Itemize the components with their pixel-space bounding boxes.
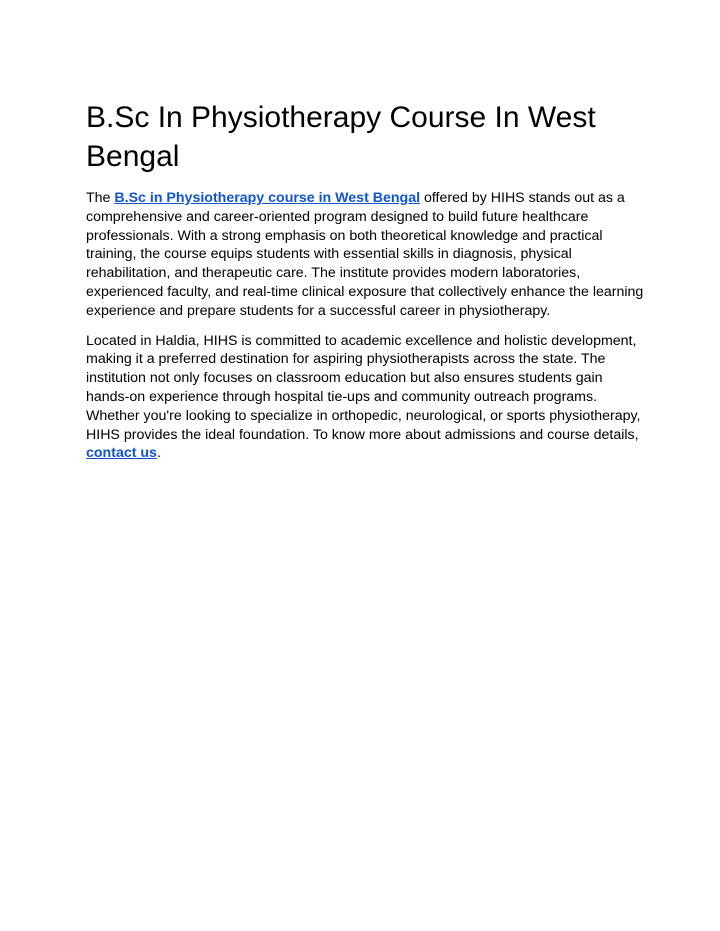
page-title: B.Sc In Physiotherapy Course In West Bengal xyxy=(86,101,596,173)
intro-text-after-link: offered by HIHS stands out as a comprehensive and career-oriented program designed to build future healthcare professionals. With a strong emphasis on both theoretical knowledge and practical training, the course equips students with essential skills in diagnosis, physical rehabilitation, and therapeutic care. The institute provides modern laboratories, experienced faculty, and real-time clinical exposure that collectively enhance the learning experience and prepare students for a successful career in physiotherapy. xyxy=(86,190,644,319)
course-link[interactable]: B.Sc in Physiotherapy course in West Bengal xyxy=(114,190,421,206)
intro-paragraph xyxy=(86,189,646,321)
details-paragraph xyxy=(86,332,646,464)
details-text-before-link: Located in Haldia, HIHS is committed to academic excellence and holistic development, making it a preferred destination for aspiring physiotherapists across the state. The institution not only focuses on classroom education but also ensures students gain hands-on experience through hospital tie-ups and community outreach programs. Whether you're looking to specialize in orthopedic, neurological, or sports physiotherapy, HIHS provides the ideal foundation. To know more about admissions and course details, xyxy=(86,332,641,443)
details-text-after-link: . xyxy=(156,445,161,462)
contact-us-link[interactable]: contact us xyxy=(86,445,157,462)
document-page xyxy=(86,98,646,474)
intro-text-before-link: The xyxy=(86,190,115,206)
